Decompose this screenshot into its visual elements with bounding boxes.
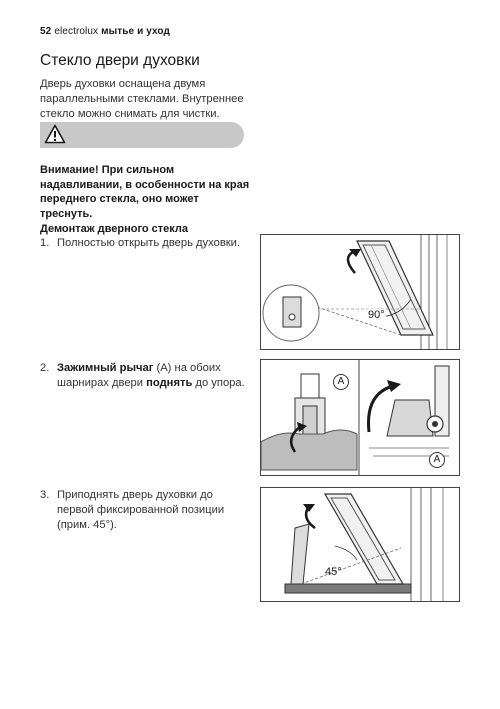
page-number: 52 — [40, 26, 52, 37]
angle-label: 90° — [368, 309, 385, 321]
label-a-right: A — [429, 452, 445, 468]
angle-label: 45° — [325, 566, 342, 578]
step-text — [57, 361, 257, 391]
label-a-left: A — [333, 374, 349, 390]
step-number: 2. — [40, 362, 50, 374]
figure-door-45 — [260, 487, 460, 602]
step-number: 3. — [40, 489, 50, 501]
page-header — [40, 26, 170, 38]
figure-door-open-90 — [260, 234, 460, 350]
page-title: Стекло двери духовки — [40, 52, 200, 69]
step-number: 1. — [40, 237, 50, 249]
brand-name: electrolux — [54, 26, 99, 37]
step-text-part: до упора. — [192, 377, 245, 389]
step-text: Приподнять дверь духовки до первой фиксированной позиции (прим. 45°). — [57, 489, 225, 531]
step-bold-term: Зажимный рычаг — [57, 362, 154, 374]
step-text: Полностью открыть дверь духовки. — [57, 237, 241, 249]
section-name: мытье и уход — [101, 26, 170, 37]
warning-text: Внимание! При сильном надавливании, в особенности на края переднего стекла, оно может треснуть. — [40, 164, 250, 220]
step-bold-term: поднять — [146, 377, 193, 389]
intro-paragraph: Дверь духовки оснащена двумя параллельными стеклами. Внутреннее стекло можно снимать для чистки. — [40, 78, 244, 120]
figure-clamp-lever — [260, 359, 460, 476]
warning-bar — [40, 122, 244, 148]
subheading: Демонтаж дверного стекла — [40, 223, 189, 235]
step-text-part: (A) на обоих шарнирах двери — [57, 362, 221, 389]
warning-triangle-icon — [44, 124, 66, 144]
